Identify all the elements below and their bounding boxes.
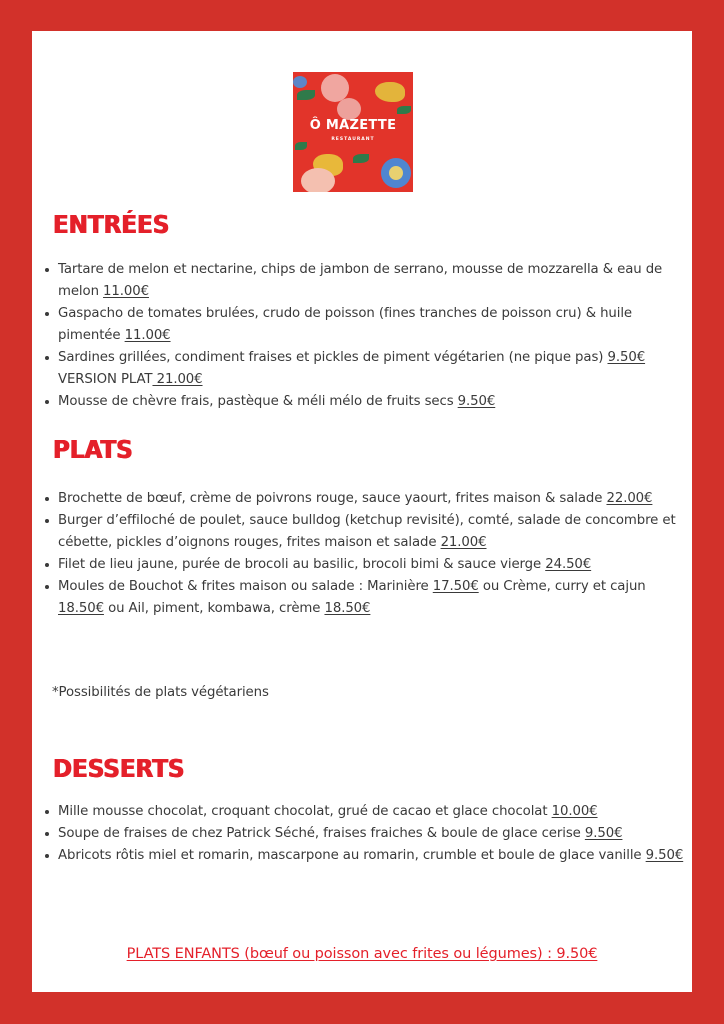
flower-decoration-icon bbox=[301, 168, 335, 192]
dish-price: 11.00€ bbox=[124, 328, 171, 343]
dish-option-label: ou Crème, curry et cajun bbox=[478, 579, 646, 594]
menu-item bbox=[58, 347, 688, 391]
menu-item bbox=[58, 554, 688, 576]
menu-page bbox=[32, 31, 692, 992]
vegetarian-note: *Possibilités de plats végétariens bbox=[52, 685, 269, 700]
dish-price: 11.00€ bbox=[103, 284, 149, 299]
menu-item bbox=[58, 510, 688, 554]
section-heading-plats: PLATS bbox=[53, 435, 133, 464]
menu-item bbox=[58, 801, 688, 823]
leaf-decoration-icon bbox=[295, 142, 307, 150]
dish-description: Filet de lieu jaune, purée de brocoli au basilic, brocoli bimi & sauce vierge bbox=[58, 557, 546, 572]
dish-description: Abricots rôtis miel et romarin, mascarpone au romarin, crumble et boule de glace vanille bbox=[58, 848, 646, 863]
plats-list bbox=[42, 488, 688, 620]
dish-description: Mousse de chèvre frais, pastèque & méli mélo de fruits secs bbox=[58, 394, 458, 409]
dish-option-price: 18.50€ bbox=[58, 601, 104, 616]
dish-option-label: ou Ail, piment, kombawa, crème bbox=[103, 601, 325, 616]
menu-item bbox=[58, 845, 688, 867]
dish-price: 17.50€ bbox=[432, 579, 479, 594]
dish-price: 9.50€ bbox=[457, 394, 496, 409]
desserts-list bbox=[42, 801, 688, 867]
menu-item bbox=[58, 823, 688, 845]
dish-price: 9.50€ bbox=[607, 350, 646, 365]
dish-description: Sardines grillées, condiment fraises et pickles de piment végétarien (ne pique pas) bbox=[58, 350, 608, 365]
menu-item bbox=[58, 303, 688, 347]
dish-price: 9.50€ bbox=[645, 848, 684, 863]
logo-subtitle: RESTAURANT bbox=[331, 137, 375, 142]
dish-price: 24.50€ bbox=[545, 557, 592, 572]
dish-description: Brochette de bœuf, crème de poivrons rouge, sauce yaourt, frites maison & salade bbox=[58, 491, 607, 506]
dish-description: Burger d’effiloché de poulet, sauce bulldog (ketchup revisité), comté, salade de concombre et cébette, pickles d’oignons rouges, frites maison et salade bbox=[58, 513, 676, 550]
kids-menu-line: PLATS ENFANTS (bœuf ou poisson avec frites ou légumes) : 9.50€ bbox=[126, 946, 598, 962]
menu-item bbox=[58, 576, 688, 620]
dish-description: Soupe de fraises de chez Patrick Séché, fraises fraiches & boule de glace cerise bbox=[58, 826, 585, 841]
bird-decoration-icon bbox=[375, 82, 405, 102]
dish-description: Mille mousse chocolat, croquant chocolat, grué de cacao et glace chocolat bbox=[58, 804, 552, 819]
dish-option-price: 18.50€ bbox=[324, 601, 371, 616]
section-heading-desserts: DESSERTS bbox=[53, 754, 185, 783]
dish-description: Tartare de melon et nectarine, chips de jambon de serrano, mousse de mozzarella & eau de melon bbox=[58, 262, 663, 299]
entrees-list bbox=[42, 259, 688, 413]
leaf-decoration-icon bbox=[297, 90, 315, 100]
restaurant-logo bbox=[293, 72, 413, 192]
dish-variant-price: 21.00€ bbox=[152, 372, 203, 387]
dish-description: Gaspacho de tomates brulées, crudo de poisson (fines tranches de poisson cru) & huile pimentée bbox=[58, 306, 633, 343]
menu-item bbox=[58, 488, 688, 510]
logo-title: Ô MAZETTE bbox=[309, 118, 397, 133]
dish-price: 9.50€ bbox=[584, 826, 623, 841]
flower-decoration-icon bbox=[337, 98, 361, 120]
dish-price: 22.00€ bbox=[606, 491, 653, 506]
dish-price: 21.00€ bbox=[440, 535, 487, 550]
section-heading-entrees: ENTRÉES bbox=[53, 210, 170, 239]
flower-decoration-icon bbox=[293, 76, 307, 88]
dish-variant-label: VERSION PLAT bbox=[58, 372, 153, 387]
menu-item bbox=[58, 259, 688, 303]
menu-item bbox=[58, 391, 688, 413]
dish-price: 10.00€ bbox=[551, 804, 598, 819]
leaf-decoration-icon bbox=[353, 154, 369, 163]
flower-decoration-icon bbox=[389, 166, 403, 180]
leaf-decoration-icon bbox=[397, 106, 411, 114]
dish-description: Moules de Bouchot & frites maison ou salade : Marinière bbox=[58, 579, 433, 594]
